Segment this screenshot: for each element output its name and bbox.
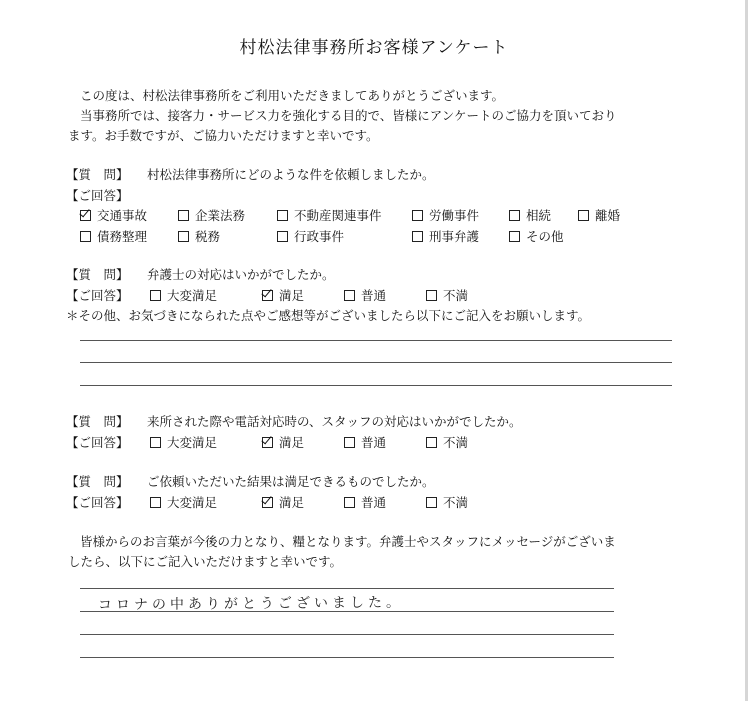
checkbox[interactable] [150,437,161,448]
q3-option[interactable]: 普通 [344,433,386,451]
checkbox[interactable] [509,210,520,221]
checkbox[interactable] [509,231,520,242]
handwritten-message: コロナの中ありがとうございました。 [97,594,405,614]
checkbox[interactable] [426,290,437,301]
closing-line-1: 皆様からのお言葉が今後の力となり、糧となります。弁護士やスタッフにメッセージがございま [80,534,616,549]
comment-line[interactable] [80,362,672,363]
q1-option[interactable]: 行政事件 [277,227,344,245]
checkbox[interactable] [426,437,437,448]
q4-question-label: 【質 問】 [66,474,129,489]
q4-option[interactable]: 大変満足 [150,493,217,511]
message-line[interactable] [80,588,614,589]
checkbox-checked[interactable] [262,497,273,508]
q4-answer-label: 【ご回答】 [66,495,129,510]
q2-question-label: 【質 問】 [66,267,129,282]
page-title: 村松法律事務所お客様アンケート [239,38,509,58]
comment-line[interactable] [80,340,672,341]
q1-option[interactable]: 交通事故 [80,206,147,224]
q3-question: 来所された際や電話対応時の、スタッフの対応はいかがでしたか。 [147,414,522,429]
checkbox[interactable] [412,210,423,221]
intro-line-1: この度は、村松法律事務所をご利用いただきましてありがとうございます。 [80,88,505,103]
checkbox[interactable] [344,437,355,448]
q4-question: ご依頼いただいた結果は満足できるものでしたか。 [147,474,435,489]
q3-question-label: 【質 問】 [66,414,129,429]
checkbox[interactable] [150,497,161,508]
closing-line-2: したら、以下にご記入いただけますと幸いです。 [68,554,343,569]
message-line[interactable] [80,634,614,635]
comment-line[interactable] [80,385,672,386]
intro-line-3: ます。お手数ですが、ご協力いただけますと幸いです。 [68,128,379,143]
q2-answer-label: 【ご回答】 [66,288,129,303]
q1-option[interactable]: その他 [509,227,564,245]
message-line[interactable] [80,657,614,658]
q2-option[interactable]: 不満 [426,286,468,304]
q4-option[interactable]: 普通 [344,493,386,511]
q1-option[interactable]: 不動産関連事件 [277,206,382,224]
checkbox[interactable] [178,210,189,221]
checkbox[interactable] [150,290,161,301]
q3-option[interactable]: 大変満足 [150,433,217,451]
checkbox[interactable] [80,231,91,242]
checkbox[interactable] [578,210,589,221]
q2-option[interactable]: 大変満足 [150,286,217,304]
checkbox-checked[interactable] [262,437,273,448]
q2-option[interactable]: 満足 [262,286,304,304]
q2-question: 弁護士の対応はいかがでしたか。 [147,267,335,282]
q1-option[interactable]: 労働事件 [412,206,479,224]
q1-option[interactable]: 刑事弁護 [412,227,479,245]
checkbox[interactable] [178,231,189,242]
intro-line-2: 当事務所では、接客力・サービス力を強化する目的で、皆様にアンケートのご協力を頂いており [80,108,617,123]
checkbox[interactable] [412,231,423,242]
q1-option[interactable]: 債務整理 [80,227,147,245]
q4-option[interactable]: 満足 [262,493,304,511]
q1-option[interactable]: 税務 [178,227,220,245]
q2-note: ＊その他、お気づきになられた点やご感想等がございましたら以下にご記入をお願いします。 [66,308,591,323]
q3-option[interactable]: 満足 [262,433,304,451]
q1-option[interactable]: 相続 [509,206,551,224]
checkbox-checked[interactable] [262,290,273,301]
q1-question-label: 【質 問】 [66,167,129,182]
checkbox[interactable] [426,497,437,508]
q1-option[interactable]: 企業法務 [178,206,245,224]
checkbox[interactable] [277,210,288,221]
checkbox[interactable] [344,290,355,301]
q3-answer-label: 【ご回答】 [66,435,129,450]
q1-option[interactable]: 離婚 [578,206,620,224]
checkbox[interactable] [277,231,288,242]
checkbox-checked[interactable] [80,210,91,221]
q3-option[interactable]: 不満 [426,433,468,451]
checkbox[interactable] [344,497,355,508]
q1-question: 村松法律事務所にどのような件を依頼しましたか。 [147,167,435,182]
q1-answer-label: 【ご回答】 [66,188,129,203]
q4-option[interactable]: 不満 [426,493,468,511]
q2-option[interactable]: 普通 [344,286,386,304]
